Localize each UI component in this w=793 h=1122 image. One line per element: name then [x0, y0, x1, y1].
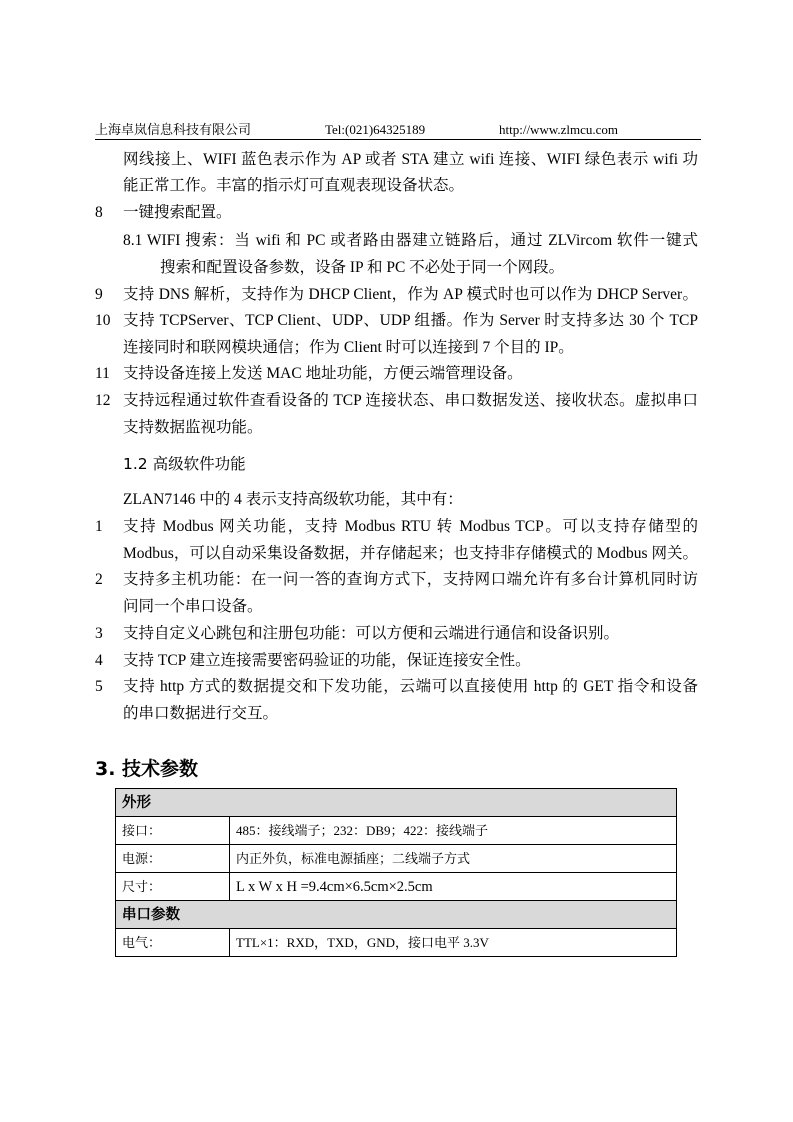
- list-item-text: Modbus，可以自动采集设备数据，并存储起来；也支持非存储模式的 Modbus 网关。: [123, 545, 698, 562]
- list-item-text: 支持数据监视功能。: [123, 419, 263, 436]
- list-item-text: 支持自定义心跳包和注册包功能：可以方便和云端进行通信和设备识别。: [123, 625, 620, 642]
- table-cell-label: 电源：: [116, 845, 230, 873]
- list-item-text: 的串口数据进行交互。: [123, 705, 279, 722]
- list-number: 4: [95, 652, 103, 669]
- list-number: 12: [95, 392, 111, 409]
- list-number: 5: [95, 678, 103, 695]
- list-item-text: 支持 TCPServer、TCP Client、UDP、UDP 组播。作为 Server 时支持多达 30 个 TCP: [123, 312, 698, 329]
- list-item-text: 支持 Modbus 网关功能，支持 Modbus RTU 转 Modbus TCP。可以支持存储型的: [123, 518, 698, 535]
- page-header: [95, 121, 701, 140]
- header-tel: Tel:(021)64325189: [325, 122, 426, 137]
- list-number: 1: [95, 518, 103, 535]
- list-item-text: 支持 TCP 建立连接需要密码验证的功能，保证连接安全性。: [123, 652, 531, 669]
- list-number: 11: [95, 365, 110, 382]
- intro-line-1: 网线接上、WIFI 蓝色表示作为 AP 或者 STA 建立 wifi 连接、WIFI 绿色表示 wifi 功: [123, 151, 698, 168]
- table-group-row: [116, 901, 677, 929]
- list-number: 3: [95, 625, 103, 642]
- table-cell-value: L x W x H =9.4cm×6.5cm×2.5cm: [230, 873, 677, 901]
- list-item-text: 问同一个串口设备。: [123, 598, 263, 615]
- list-item-text: 支持远程通过软件查看设备的 TCP 连接状态、串口数据发送、接收状态。虚拟串口: [123, 392, 698, 409]
- table-cell-value: 485：接线端子；232：DB9；422：接线端子: [230, 817, 677, 845]
- table-row: [116, 845, 677, 873]
- tech-spec-table: [115, 788, 677, 957]
- list-item-text: 连接同时和联网模块通信；作为 Client 时可以连接到 7 个目的 IP。: [123, 339, 574, 356]
- header-company: 上海卓岚信息科技有限公司: [95, 122, 252, 137]
- section-1-2-heading: 1.2 高级软件功能: [123, 455, 246, 473]
- section-3-heading: 3. 技术参数: [95, 758, 199, 780]
- table-cell-label: 尺寸：: [116, 873, 230, 901]
- subitem-8-1-line-1: 8.1 WIFI 搜索：当 wifi 和 PC 或者路由器建立链路后，通过 ZLVircom 软件一键式: [123, 232, 698, 249]
- table-cell-label: 接口：: [116, 817, 230, 845]
- list-item-text: 支持 DNS 解析，支持作为 DHCP Client，作为 AP 模式时也可以作为 DHCP Server。: [123, 286, 698, 303]
- list-number: 8: [95, 204, 103, 221]
- table-cell-label: 电气：: [116, 929, 230, 957]
- table-cell-value: TTL×1：RXD，TXD，GND，接口电平 3.3V: [230, 929, 677, 957]
- list-item-text: 一键搜索配置。: [123, 204, 232, 221]
- intro-line-2: 能正常工作。丰富的指示灯可直观表现设备状态。: [123, 177, 465, 194]
- section-1-2-intro: ZLAN7146 中的 4 表示支持高级软功能，其中有：: [123, 491, 463, 508]
- table-row: [116, 873, 677, 901]
- list-number: 2: [95, 571, 103, 588]
- table-group-title: 串口参数: [116, 901, 677, 929]
- table-row: [116, 817, 677, 845]
- table-row: [116, 929, 677, 957]
- table-group-title: 外形: [116, 789, 677, 817]
- list-item-text: 支持设备连接上发送 MAC 地址功能，方便云端管理设备。: [123, 365, 523, 382]
- table-group-row: [116, 789, 677, 817]
- list-item-text: 支持 http 方式的数据提交和下发功能，云端可以直接使用 http 的 GET 指令和设备: [123, 678, 698, 695]
- subitem-8-1-line-2: 搜索和配置设备参数，设备 IP 和 PC 不必处于同一个网段。: [160, 259, 565, 276]
- list-item-text: 支持多主机功能：在一问一答的查询方式下，支持网口端允许有多台计算机同时访: [123, 571, 698, 588]
- list-number: 9: [95, 286, 103, 303]
- list-number: 10: [95, 312, 111, 329]
- header-url: http://www.zlmcu.com: [499, 122, 619, 137]
- table-cell-value: 内正外负，标准电源插座；二线端子方式: [230, 845, 677, 873]
